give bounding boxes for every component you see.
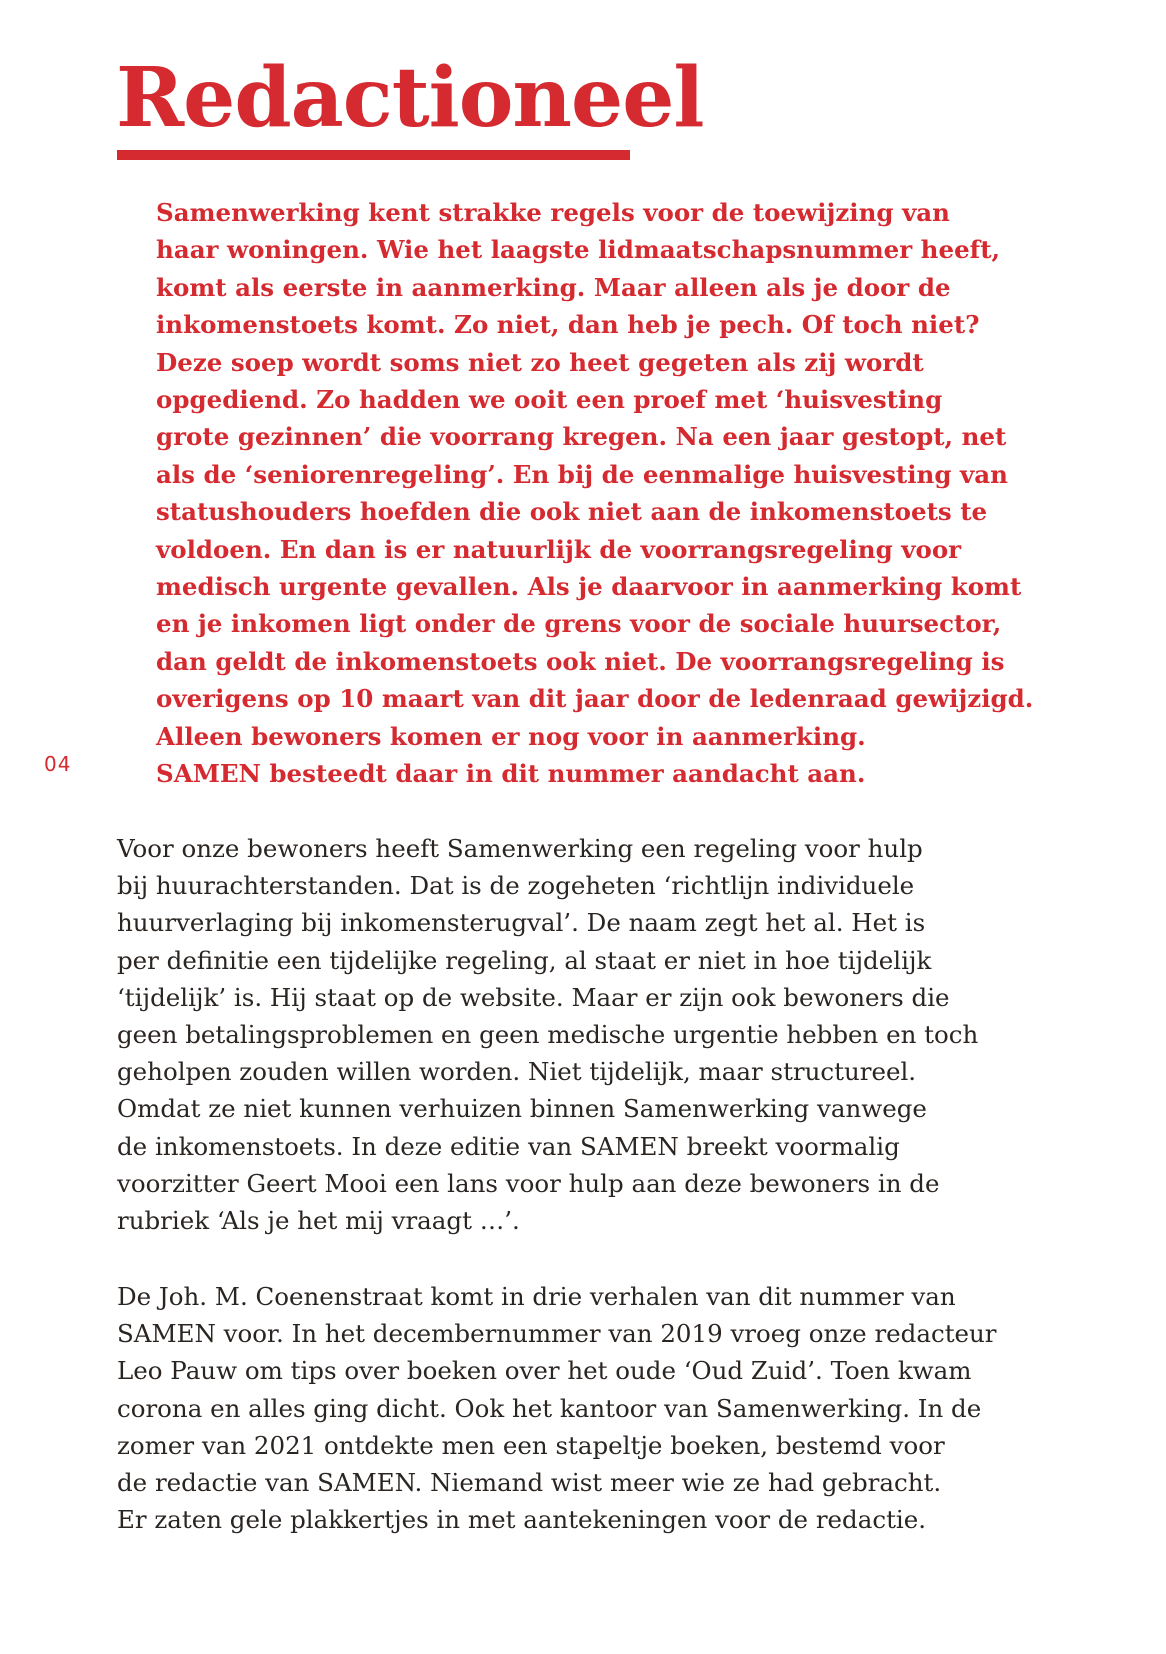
intro-line: opgediend. Zo hadden we ooit een proef met ‘huisvesting <box>156 385 943 415</box>
body-line: SAMEN voor. In het decembernummer van 2019 vroeg onze redacteur <box>117 1319 997 1349</box>
body-line: geen betalingsproblemen en geen medische urgentie hebben en toch <box>117 1020 979 1050</box>
body-line: huurverlaging bij inkomensterugval’. De naam zegt het al. Het is <box>117 908 926 938</box>
body-line: Omdat ze niet kunnen verhuizen binnen Samenwerking vanwege <box>117 1094 927 1124</box>
body-line: zomer van 2021 ontdekte men een stapeltje boeken, bestemd voor <box>117 1430 945 1460</box>
intro-line: voldoen. En dan is er natuurlijk de voorrangsregeling voor <box>156 534 962 564</box>
body-line: voorzitter Geert Mooi een lans voor hulp aan deze bewoners in de <box>117 1168 940 1198</box>
body-paragraph-1 <box>117 830 977 1239</box>
body-line: De Joh. M. Coenenstraat komt in drie verhalen van dit nummer van <box>117 1282 956 1311</box>
intro-line: inkomenstoets komt. Zo niet, dan heb je pech. Of toch niet? <box>156 310 980 340</box>
intro-line: en je inkomen ligt onder de grens voor de sociale huursector, <box>156 609 1002 639</box>
body-line: Voor onze bewoners heeft Samenwerking een regeling voor hulp <box>117 834 923 863</box>
intro-line: medisch urgente gevallen. Als je daarvoor in aanmerking komt <box>156 572 1022 602</box>
intro-line: SAMEN besteedt daar in dit nummer aandacht aan. <box>156 759 866 789</box>
body-line: de redactie van SAMEN. Niemand wist meer wie ze had gebracht. <box>117 1468 942 1498</box>
body-line: per definitie een tijdelijke regeling, al staat er niet in hoe tijdelijk <box>117 945 932 975</box>
intro-line: overigens op 10 maart van dit jaar door de ledenraad gewijzigd. <box>156 684 1034 714</box>
body-line: corona en alles ging dicht. Ook het kantoor van Samenwerking. In de <box>117 1393 982 1423</box>
body-line: geholpen zouden willen worden. Niet tijdelijk, maar structureel. <box>117 1057 917 1087</box>
intro-line: als de ‘seniorenregeling’. En bij de eenmalige huisvesting van <box>156 459 1008 489</box>
body-line: ‘tijdelijk’ is. Hij staat op de website. Maar er zijn ook bewoners die <box>117 982 950 1012</box>
body-paragraph-2 <box>117 1278 997 1538</box>
intro-line: dan geldt de inkomenstoets ook niet. De voorrangsregeling is <box>156 646 1005 676</box>
body-line: Leo Pauw om tips over boeken over het oude ‘Oud Zuid’. Toen kwam <box>117 1356 972 1386</box>
page-number: 04 <box>44 752 72 776</box>
intro-line: Deze soep wordt soms niet zo heet gegeten als zij wordt <box>156 347 924 377</box>
title-underline <box>117 150 630 160</box>
intro-line: statushouders hoefden die ook niet aan de inkomenstoets te <box>156 497 988 527</box>
intro-paragraph <box>156 194 1034 793</box>
body-line: bij huurachterstanden. Dat is de zogeheten ‘richtlijn individuele <box>117 871 915 901</box>
body-line: Er zaten gele plakkertjes in met aantekeningen voor de redactie. <box>117 1505 927 1535</box>
page-title: Redactioneel <box>116 50 704 146</box>
intro-line: grote gezinnen’ die voorrang kregen. Na een jaar gestopt, net <box>156 422 1007 452</box>
intro-line: komt als eerste in aanmerking. Maar alleen als je door de <box>156 272 951 302</box>
body-line: de inkomenstoets. In deze editie van SAMEN breekt voormalig <box>117 1131 900 1161</box>
intro-line: haar woningen. Wie het laagste lidmaatschapsnummer heeft, <box>156 235 1001 265</box>
intro-line: Alleen bewoners komen er nog voor in aanmerking. <box>156 721 866 751</box>
body-line: rubriek ‘Als je het mij vraagt …’. <box>117 1206 520 1236</box>
intro-line: Samenwerking kent strakke regels voor de toewijzing van <box>156 198 950 227</box>
